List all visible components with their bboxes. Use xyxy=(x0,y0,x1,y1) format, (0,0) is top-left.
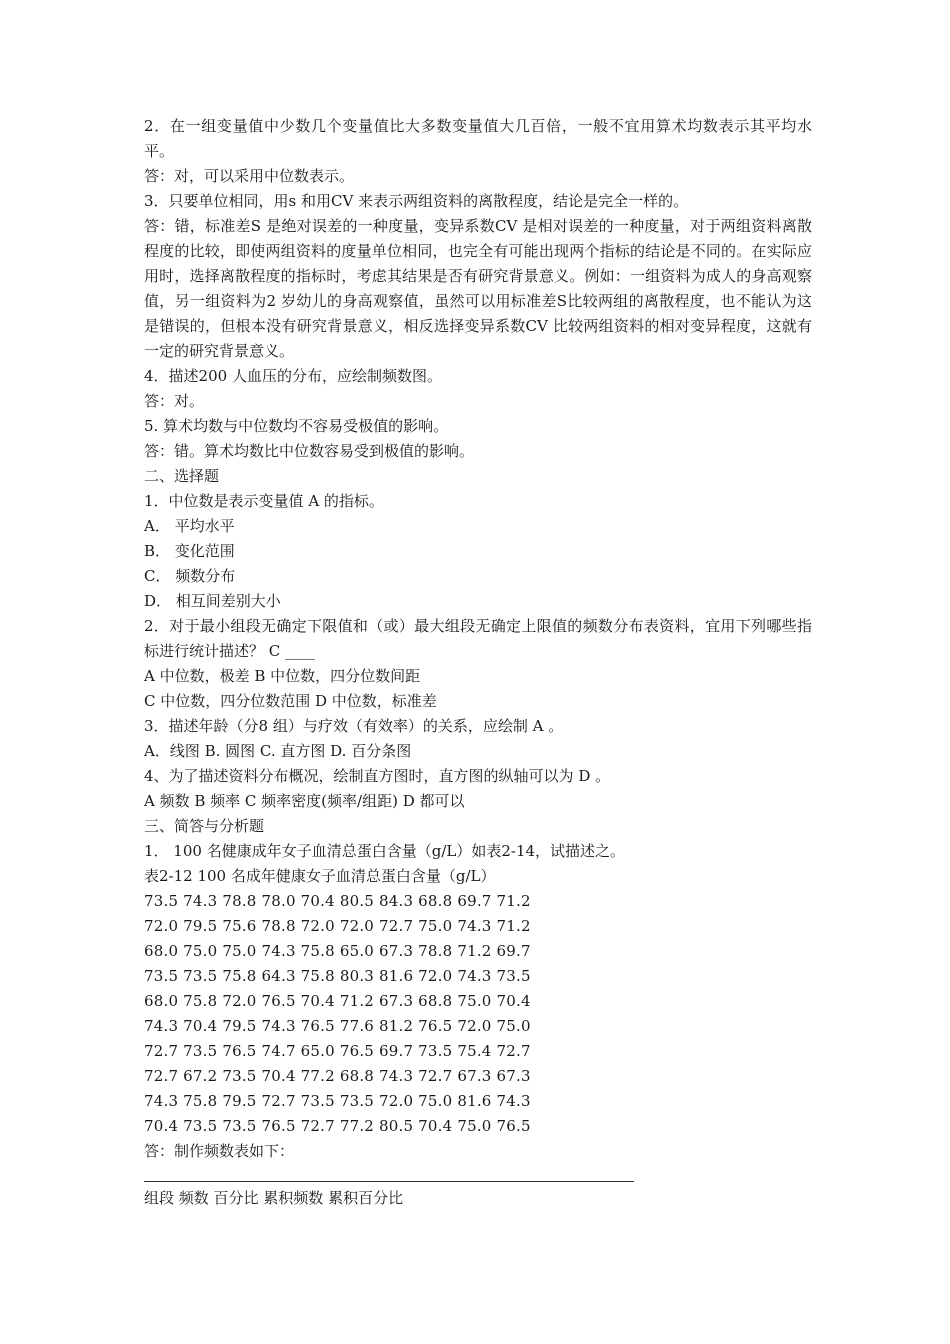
section-heading-mc: 二、选择题 xyxy=(144,467,220,485)
answer-tf-3: 答：错，标准差S 是绝对误差的一种度量，变异系数CV 是相对误差的一种度量，对于两组资料离散程度的比较，即使两组资料的度量单位相同，也完全有可能出现两个指标的结论是不同的。在实际应用时，选择离散程度的指标时，考虑其结果是否有研究背景意义。例如：一组资料为成人的身高观察值，另一组资料为2 岁幼儿的身高观察值，虽然可以用标准差S比较两组的离散程度，也不能认为这是错误的，但根本没有研究背景意义，相反选择变异系数CV 比较两组资料的相对变异程度，这就有一定的研究背景意义。 xyxy=(144,217,812,360)
options-mc-2-line2: C 中位数，四分位数范围 D 中位数，标准差 xyxy=(144,692,437,710)
option-mc-1-b: B． 变化范围 xyxy=(144,542,235,560)
question-mc-3: 3．描述年龄（分8 组）与疗效（有效率）的关系，应绘制 A 。 xyxy=(144,717,564,735)
answer-tf-5: 答：错。算术均数比中位数容易受到极值的影响。 xyxy=(144,442,475,460)
data-row: 72.7 67.2 73.5 70.4 77.2 68.8 74.3 72.7 67.3 67.3 xyxy=(144,1067,531,1085)
data-row: 68.0 75.8 72.0 76.5 70.4 71.2 67.3 68.8 75.0 70.4 xyxy=(144,992,531,1010)
data-table xyxy=(144,889,812,1139)
question-tf-5: 5. 算术均数与中位数均不容易受极值的影响。 xyxy=(144,417,449,435)
question-sa-1: 1． 100 名健康成年女子血清总蛋白含量（g/L）如表2-14，试描述之。 xyxy=(144,842,626,860)
option-mc-1-c: C． 频数分布 xyxy=(144,567,236,585)
data-row: 68.0 75.0 75.0 74.3 75.8 65.0 67.3 78.8 71.2 69.7 xyxy=(144,942,531,960)
option-mc-1-d: D． 相互间差别大小 xyxy=(144,592,281,610)
answer-tf-2: 答：对，可以采用中位数表示。 xyxy=(144,167,355,185)
option-mc-1-a: A． 平均水平 xyxy=(144,517,235,535)
question-tf-4: 4．描述200 人血压的分布，应绘制频数图。 xyxy=(144,367,442,385)
frequency-table-header: 组段 频数 百分比 累积频数 累积百分比 xyxy=(144,1189,404,1207)
answer-tf-4: 答：对。 xyxy=(144,392,205,410)
section-heading-sa: 三、简答与分析题 xyxy=(144,817,265,835)
table-top-rule xyxy=(144,1181,634,1182)
data-row: 73.5 74.3 78.8 78.0 70.4 80.5 84.3 68.8 69.7 71.2 xyxy=(144,892,531,910)
data-row: 72.0 79.5 75.6 78.8 72.0 72.0 72.7 75.0 74.3 71.2 xyxy=(144,917,531,935)
question-mc-2: 2．对于最小组段无确定下限值和（或）最大组段无确定上限值的频数分布表资料，宜用下列哪些指标进行统计描述？ C ____ xyxy=(144,617,812,660)
answer-sa-1-intro: 答：制作频数表如下： xyxy=(144,1142,295,1160)
question-tf-3: 3．只要单位相同，用s 和用CV 来表示两组资料的离散程度，结论是完全一样的。 xyxy=(144,192,689,210)
question-tf-2: 2．在一组变量值中少数几个变量值比大多数变量值大几百倍，一般不宜用算术均数表示其平均水平。 xyxy=(144,117,812,160)
data-row: 70.4 73.5 73.5 76.5 72.7 77.2 80.5 70.4 75.0 76.5 xyxy=(144,1117,531,1135)
data-row: 74.3 75.8 79.5 72.7 73.5 73.5 72.0 75.0 81.6 74.3 xyxy=(144,1092,531,1110)
options-mc-2-line1: A 中位数，极差 B 中位数，四分位数间距 xyxy=(144,667,421,685)
options-mc-3: A．线图 B. 圆图 C. 直方图 D. 百分条图 xyxy=(144,742,412,760)
question-mc-1: 1．中位数是表示变量值 A 的指标。 xyxy=(144,492,384,510)
table-caption: 表2-12 100 名成年健康女子血清总蛋白含量（g/L） xyxy=(144,867,496,885)
question-mc-4: 4、为了描述资料分布概况，绘制直方图时，直方图的纵轴可以为 D 。 xyxy=(144,767,611,785)
data-row: 73.5 73.5 75.8 64.3 75.8 80.3 81.6 72.0 74.3 73.5 xyxy=(144,967,531,985)
document-body xyxy=(144,114,812,1164)
options-mc-4: A 频数 B 频率 C 频率密度(频率/组距) D 都可以 xyxy=(144,792,465,810)
data-row: 72.7 73.5 76.5 74.7 65.0 76.5 69.7 73.5 75.4 72.7 xyxy=(144,1042,531,1060)
data-row: 74.3 70.4 79.5 74.3 76.5 77.6 81.2 76.5 72.0 75.0 xyxy=(144,1017,531,1035)
